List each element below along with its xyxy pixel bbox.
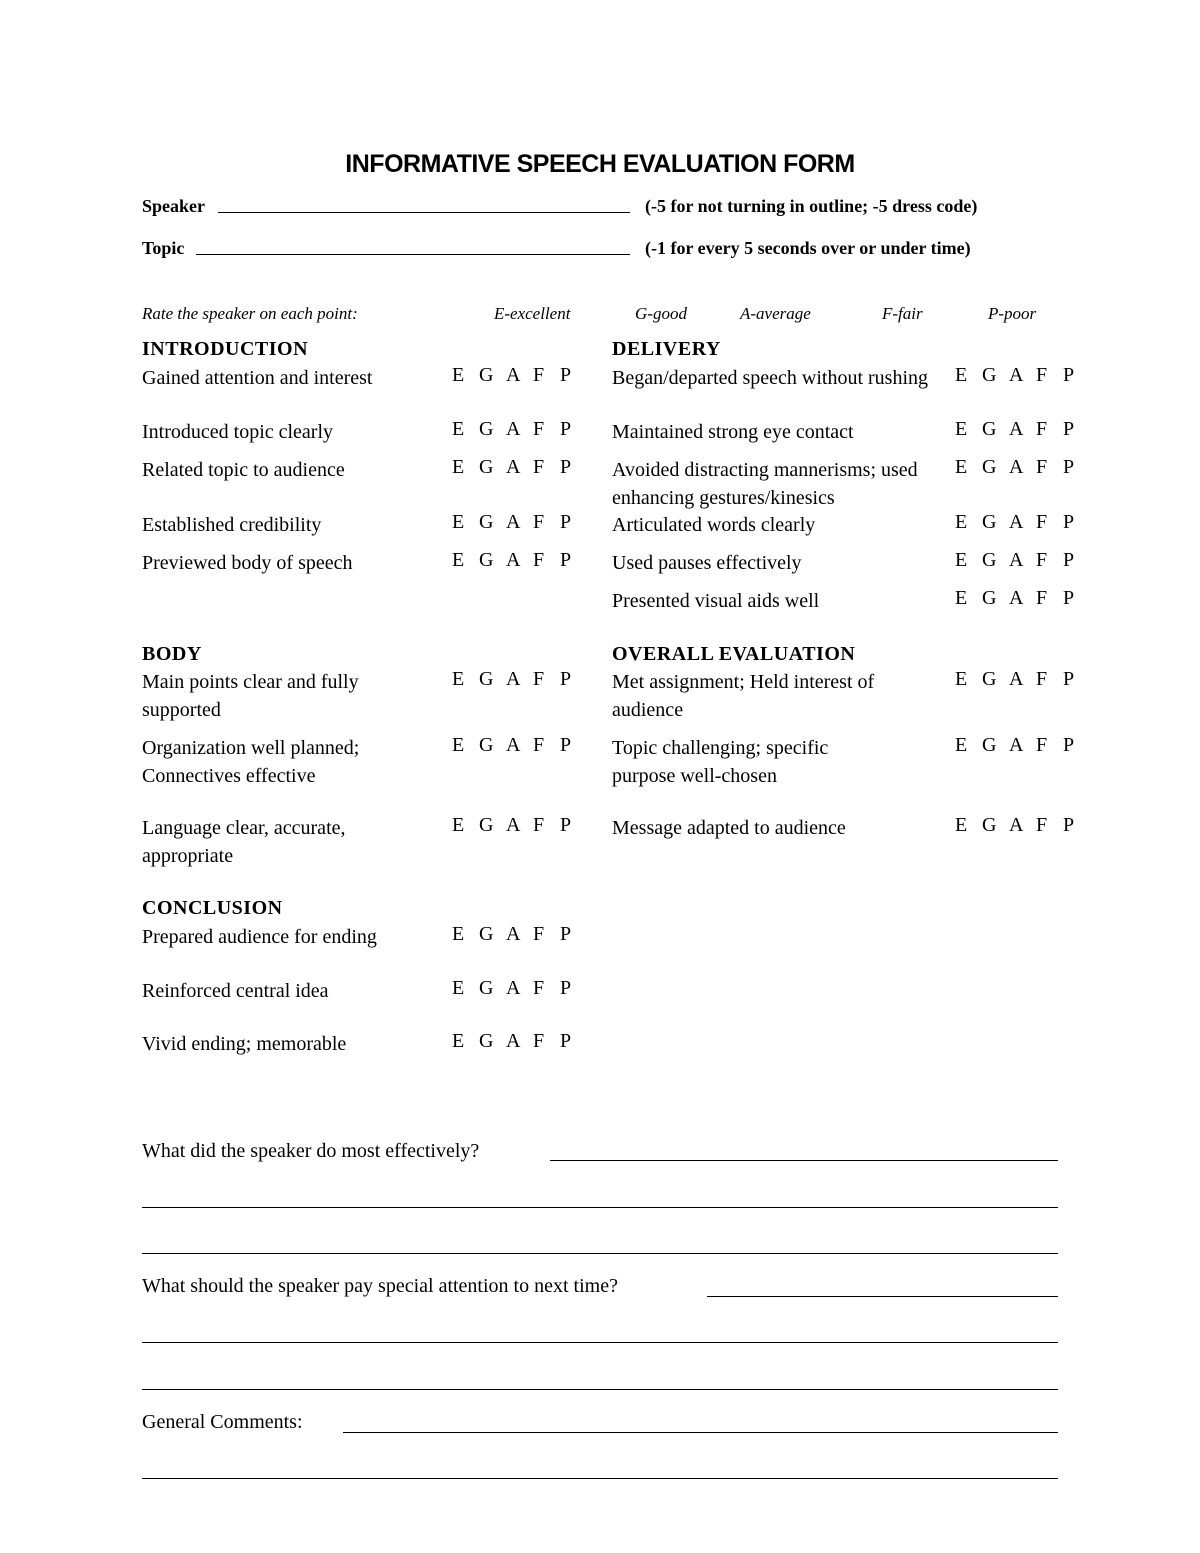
rating-options[interactable] <box>955 668 1090 691</box>
criterion-label: Language clear, accurate, appropriate <box>142 817 346 867</box>
rating-a[interactable]: A <box>506 977 521 999</box>
rating-f[interactable]: F <box>533 668 545 690</box>
answer-line[interactable] <box>343 1432 1058 1433</box>
answer-line[interactable] <box>142 1478 1058 1479</box>
rating-options[interactable] <box>955 511 1090 534</box>
rating-a[interactable]: A <box>1009 511 1024 533</box>
question-next-time: What should the speaker pay special attention to next time? <box>142 1275 618 1297</box>
rating-e[interactable]: E <box>955 364 968 386</box>
rating-g[interactable]: G <box>982 587 997 609</box>
rating-f[interactable]: F <box>1036 364 1048 386</box>
rating-a[interactable]: A <box>1009 364 1024 386</box>
rating-a[interactable]: A <box>506 364 521 386</box>
rating-e[interactable]: E <box>955 418 968 440</box>
rating-p[interactable]: P <box>560 923 572 945</box>
criterion-label: Began/departed speech without rushing <box>612 367 929 389</box>
introduction-heading: INTRODUCTION <box>142 338 309 360</box>
rating-f[interactable]: F <box>1036 814 1048 836</box>
rating-f[interactable]: F <box>533 456 545 478</box>
criterion-label: Previewed body of speech <box>142 552 353 574</box>
answer-line[interactable] <box>142 1253 1058 1254</box>
question-most-effective: What did the speaker do most effectively? <box>142 1140 480 1162</box>
rating-a[interactable]: A <box>1009 668 1024 690</box>
rating-g[interactable]: G <box>982 456 997 478</box>
rating-options[interactable] <box>452 364 587 387</box>
rating-p[interactable]: P <box>560 456 572 478</box>
rating-e[interactable]: E <box>955 587 968 609</box>
rating-p[interactable]: P <box>560 364 572 386</box>
rating-g[interactable]: G <box>982 734 997 756</box>
answer-line[interactable] <box>142 1207 1058 1208</box>
scale-average: A-average <box>740 304 811 323</box>
criterion-label: Vivid ending; memorable <box>142 1033 347 1055</box>
rating-e[interactable]: E <box>452 1030 465 1052</box>
rating-p[interactable]: P <box>1063 814 1075 836</box>
topic-label: Topic <box>142 238 185 258</box>
rating-f[interactable]: F <box>533 549 545 571</box>
rating-options[interactable] <box>452 923 587 946</box>
rating-p[interactable]: P <box>560 1030 572 1052</box>
criterion-label: Reinforced central idea <box>142 980 329 1002</box>
rating-p[interactable]: P <box>1063 734 1075 756</box>
topic-field[interactable] <box>196 254 630 255</box>
rating-f[interactable]: F <box>533 923 545 945</box>
answer-line[interactable] <box>142 1342 1058 1343</box>
rating-a[interactable]: A <box>506 456 521 478</box>
criterion-label: Used pauses effectively <box>612 552 802 574</box>
criterion-label: Topic challenging; specific purpose well-chosen <box>612 737 829 787</box>
rating-p[interactable]: P <box>560 549 572 571</box>
rating-a[interactable]: A <box>506 418 521 440</box>
rating-f[interactable]: F <box>1036 734 1048 756</box>
speaker-penalty-note: (-5 for not turning in outline; -5 dress code) <box>645 196 978 216</box>
rating-g[interactable]: G <box>982 511 997 533</box>
rating-f[interactable]: F <box>533 511 545 533</box>
rating-f[interactable]: F <box>533 418 545 440</box>
rating-a[interactable]: A <box>506 1030 521 1052</box>
rating-a[interactable]: A <box>1009 549 1024 571</box>
criterion-label: Established credibility <box>142 514 322 536</box>
answer-line[interactable] <box>550 1160 1058 1161</box>
rating-f[interactable]: F <box>1036 511 1048 533</box>
rating-options[interactable] <box>955 587 1090 610</box>
rating-p[interactable]: P <box>1063 587 1075 609</box>
rating-e[interactable]: E <box>452 456 465 478</box>
rating-e[interactable]: E <box>452 418 465 440</box>
rating-g[interactable]: G <box>479 814 494 836</box>
speaker-field[interactable] <box>218 212 630 213</box>
rating-options[interactable] <box>452 1030 587 1053</box>
rating-g[interactable]: G <box>479 977 494 999</box>
rating-f[interactable]: F <box>1036 668 1048 690</box>
rating-g[interactable]: G <box>479 734 494 756</box>
rating-options[interactable] <box>955 364 1090 387</box>
answer-line[interactable] <box>707 1296 1058 1297</box>
criterion-label: Gained attention and interest <box>142 367 373 389</box>
rating-g[interactable]: G <box>479 668 494 690</box>
rating-p[interactable]: P <box>1063 549 1075 571</box>
rating-options[interactable] <box>452 418 587 441</box>
rating-options[interactable] <box>452 511 587 534</box>
rating-a[interactable]: A <box>1009 418 1024 440</box>
form-title: INFORMATIVE SPEECH EVALUATION FORM <box>345 150 855 178</box>
rating-options[interactable] <box>452 977 587 1000</box>
rating-p[interactable]: P <box>1063 418 1075 440</box>
overall-heading: OVERALL EVALUATION <box>612 643 856 665</box>
body-heading: BODY <box>142 643 202 665</box>
rating-a[interactable]: A <box>1009 814 1024 836</box>
criterion-label: Articulated words clearly <box>612 514 816 536</box>
rating-g[interactable]: G <box>982 549 997 571</box>
rating-g[interactable]: G <box>479 418 494 440</box>
rating-g[interactable]: G <box>982 668 997 690</box>
rating-p[interactable]: P <box>560 418 572 440</box>
rating-g[interactable]: G <box>479 364 494 386</box>
rating-g[interactable]: G <box>479 511 494 533</box>
rating-a[interactable]: A <box>506 511 521 533</box>
rating-f[interactable]: F <box>1036 587 1048 609</box>
rating-options[interactable] <box>452 549 587 572</box>
rating-f[interactable]: F <box>533 364 545 386</box>
rating-options[interactable] <box>955 814 1090 837</box>
rating-a[interactable]: A <box>1009 456 1024 478</box>
rating-a[interactable]: A <box>506 814 521 836</box>
rating-options[interactable] <box>955 734 1090 757</box>
rating-options[interactable] <box>955 456 1090 479</box>
criterion-label: Message adapted to audience <box>612 817 846 839</box>
rating-e[interactable]: E <box>452 364 465 386</box>
rating-a[interactable]: A <box>506 549 521 571</box>
rating-a[interactable]: A <box>506 923 521 945</box>
general-comments-label: General Comments: <box>142 1411 303 1433</box>
criterion-label: Avoided distracting mannerisms; used enhancing gestures/kinesics <box>612 459 918 509</box>
rating-p[interactable]: P <box>1063 668 1075 690</box>
scale-fair: F-fair <box>882 304 923 323</box>
rating-a[interactable]: A <box>1009 587 1024 609</box>
rating-e[interactable]: E <box>955 814 968 836</box>
rating-e[interactable]: E <box>452 734 465 756</box>
rating-p[interactable]: P <box>560 814 572 836</box>
rating-f[interactable]: F <box>1036 456 1048 478</box>
delivery-heading: DELIVERY <box>612 338 721 360</box>
rating-instructions: Rate the speaker on each point: <box>142 304 358 323</box>
rating-g[interactable]: G <box>982 814 997 836</box>
rating-f[interactable]: F <box>533 977 545 999</box>
rating-options[interactable] <box>452 668 587 691</box>
rating-f[interactable]: F <box>533 734 545 756</box>
rating-e[interactable]: E <box>452 511 465 533</box>
criterion-label: Prepared audience for ending <box>142 926 377 948</box>
rating-p[interactable]: P <box>560 734 572 756</box>
rating-options[interactable] <box>452 734 587 757</box>
rating-p[interactable]: P <box>560 977 572 999</box>
scale-good: G-good <box>635 304 687 323</box>
rating-p[interactable]: P <box>1063 511 1075 533</box>
answer-line[interactable] <box>142 1389 1058 1390</box>
rating-e[interactable]: E <box>452 923 465 945</box>
rating-p[interactable]: P <box>560 511 572 533</box>
scale-poor: P-poor <box>988 304 1037 323</box>
rating-g[interactable]: G <box>479 923 494 945</box>
rating-g[interactable]: G <box>982 364 997 386</box>
rating-p[interactable]: P <box>1063 364 1075 386</box>
rating-e[interactable]: E <box>452 668 465 690</box>
rating-p[interactable]: P <box>560 668 572 690</box>
rating-g[interactable]: G <box>479 1030 494 1052</box>
rating-e[interactable]: E <box>955 549 968 571</box>
criterion-label: Related topic to audience <box>142 459 345 481</box>
rating-f[interactable]: F <box>1036 549 1048 571</box>
rating-e[interactable]: E <box>452 814 465 836</box>
rating-options[interactable] <box>452 814 587 837</box>
rating-e[interactable]: E <box>955 511 968 533</box>
rating-a[interactable]: A <box>506 734 521 756</box>
scale-excellent: E-excellent <box>494 304 571 323</box>
rating-a[interactable]: A <box>1009 734 1024 756</box>
speaker-label: Speaker <box>142 196 205 216</box>
conclusion-heading: CONCLUSION <box>142 897 283 919</box>
criterion-label: Presented visual aids well <box>612 590 820 612</box>
rating-f[interactable]: F <box>533 1030 545 1052</box>
topic-penalty-note: (-1 for every 5 seconds over or under time) <box>645 238 971 258</box>
criterion-label: Organization well planned; Connectives effective <box>142 737 360 787</box>
rating-e[interactable]: E <box>955 734 968 756</box>
rating-a[interactable]: A <box>506 668 521 690</box>
criterion-label: Maintained strong eye contact <box>612 421 854 443</box>
criterion-label: Introduced topic clearly <box>142 421 334 443</box>
rating-g[interactable]: G <box>479 456 494 478</box>
criterion-label: Met assignment; Held interest of audience <box>612 671 875 721</box>
rating-e[interactable]: E <box>955 668 968 690</box>
rating-e[interactable]: E <box>452 977 465 999</box>
rating-options[interactable] <box>955 418 1090 441</box>
rating-f[interactable]: F <box>533 814 545 836</box>
criterion-label: Main points clear and fully supported <box>142 671 359 721</box>
rating-options[interactable] <box>452 456 587 479</box>
rating-e[interactable]: E <box>955 456 968 478</box>
rating-g[interactable]: G <box>479 549 494 571</box>
rating-g[interactable]: G <box>982 418 997 440</box>
rating-options[interactable] <box>955 549 1090 572</box>
rating-e[interactable]: E <box>452 549 465 571</box>
rating-f[interactable]: F <box>1036 418 1048 440</box>
rating-p[interactable]: P <box>1063 456 1075 478</box>
